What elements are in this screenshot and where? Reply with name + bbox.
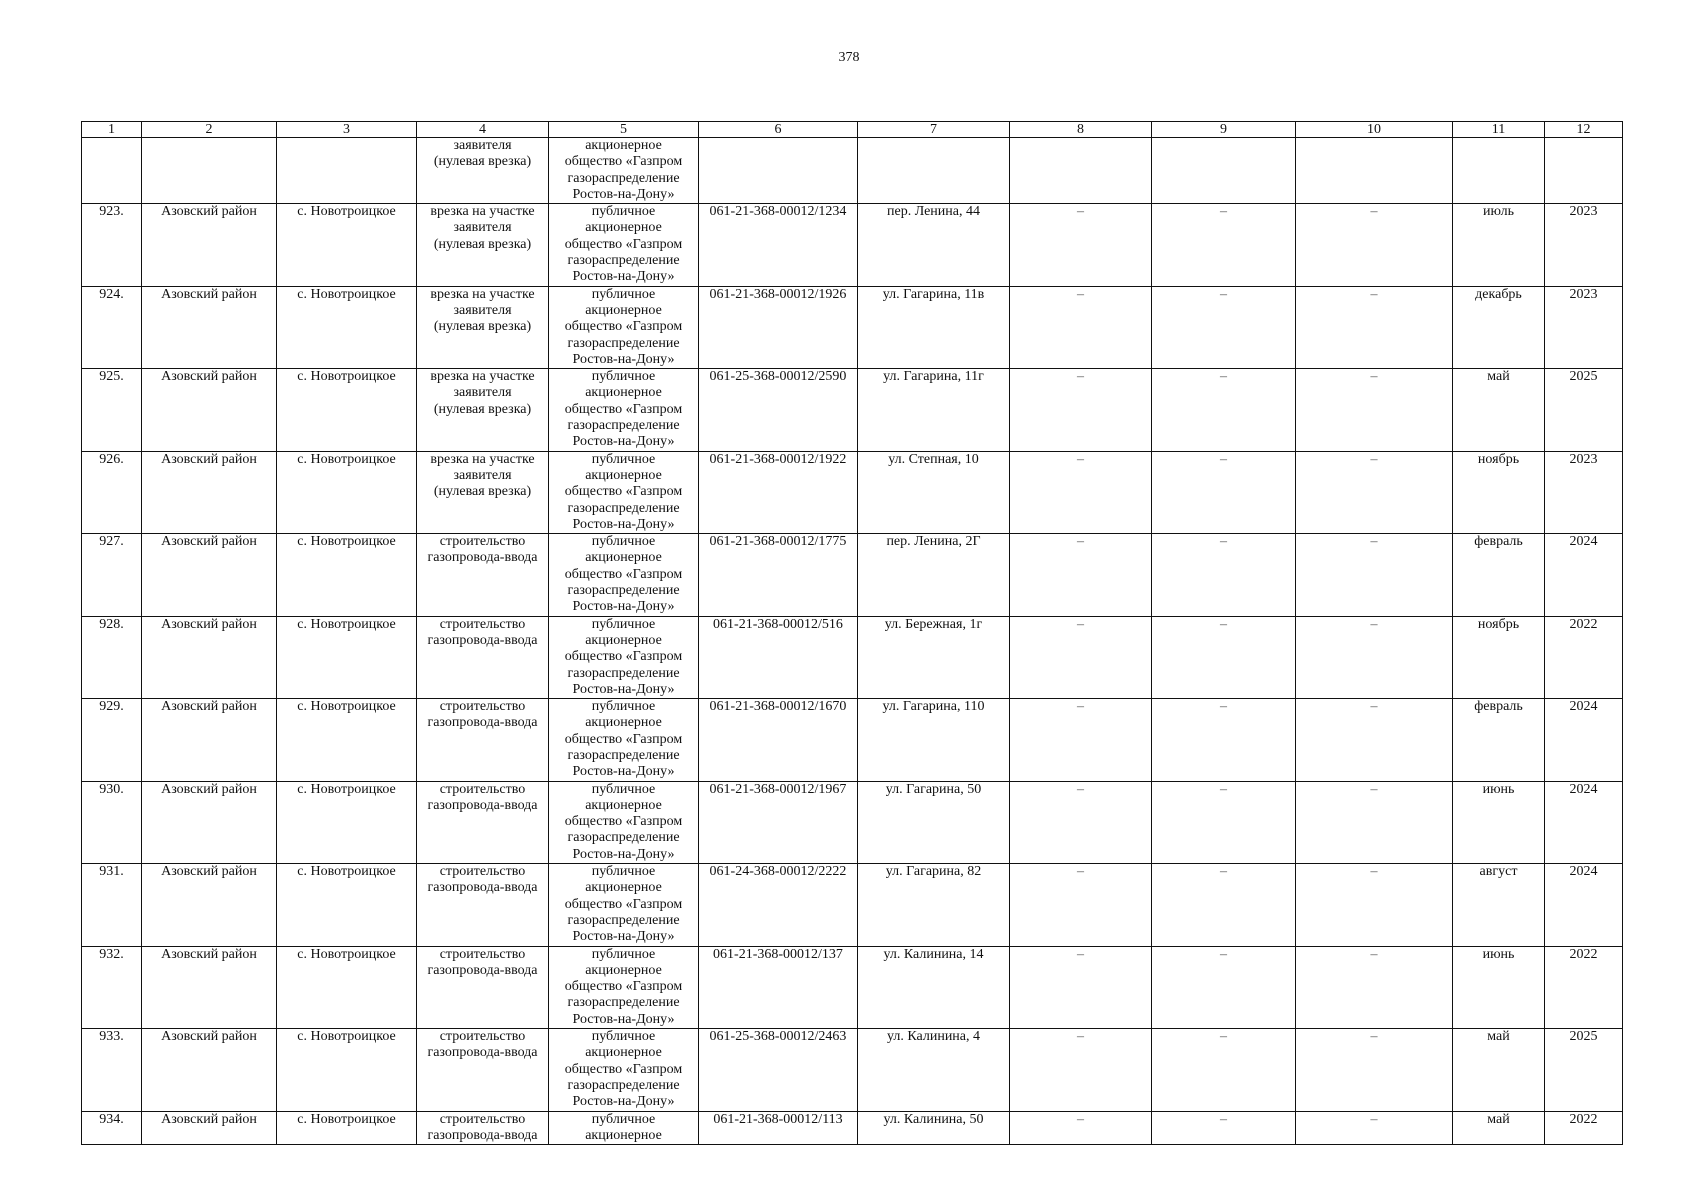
cell-district xyxy=(142,138,277,204)
column-number: 6 xyxy=(699,122,858,138)
cell-code: 061-21-368-00012/1234 xyxy=(699,204,858,286)
cell-month: февраль xyxy=(1453,534,1545,616)
cell-district: Азовский район xyxy=(142,781,277,863)
cell-num: 924. xyxy=(82,286,142,368)
cell-settlement: с. Новотроицкое xyxy=(277,1029,417,1111)
cell-col8 xyxy=(1010,138,1152,204)
cell-district: Азовский район xyxy=(142,204,277,286)
cell-address: ул. Гагарина, 82 xyxy=(858,864,1010,946)
gas-connection-registry-table xyxy=(81,121,1623,1145)
cell-num: 933. xyxy=(82,1029,142,1111)
cell-num: 927. xyxy=(82,534,142,616)
cell-settlement: с. Новотроицкое xyxy=(277,616,417,698)
cell-month: ноябрь xyxy=(1453,616,1545,698)
cell-code: 061-21-368-00012/1967 xyxy=(699,781,858,863)
cell-month xyxy=(1453,138,1545,204)
cell-col10: – xyxy=(1296,451,1453,533)
cell-address: ул. Бережная, 1г xyxy=(858,616,1010,698)
cell-num: 928. xyxy=(82,616,142,698)
cell-settlement: с. Новотроицкое xyxy=(277,864,417,946)
cell-col10: – xyxy=(1296,534,1453,616)
cell-work-type: врезка на участке заявителя (нулевая врезка) xyxy=(417,204,549,286)
cell-organization: публичное акционерное общество «Газпром газораспределение Ростов-на-Дону» xyxy=(549,204,699,286)
cell-col8: – xyxy=(1010,781,1152,863)
cell-month: декабрь xyxy=(1453,286,1545,368)
table-row xyxy=(82,946,1623,1028)
column-number: 2 xyxy=(142,122,277,138)
cell-address: ул. Калинина, 4 xyxy=(858,1029,1010,1111)
cell-address: пер. Ленина, 2Г xyxy=(858,534,1010,616)
column-number: 4 xyxy=(417,122,549,138)
cell-year: 2025 xyxy=(1545,1029,1623,1111)
cell-organization: публичное акционерное общество «Газпром газораспределение Ростов-на-Дону» xyxy=(549,451,699,533)
cell-code: 061-21-368-00012/516 xyxy=(699,616,858,698)
table-row xyxy=(82,534,1623,616)
column-number: 7 xyxy=(858,122,1010,138)
column-number: 3 xyxy=(277,122,417,138)
cell-code: 061-21-368-00012/113 xyxy=(699,1111,858,1145)
cell-year: 2023 xyxy=(1545,204,1623,286)
cell-col9: – xyxy=(1152,699,1296,781)
cell-col9: – xyxy=(1152,616,1296,698)
cell-district: Азовский район xyxy=(142,286,277,368)
cell-col8: – xyxy=(1010,1029,1152,1111)
cell-col8: – xyxy=(1010,369,1152,451)
table-row xyxy=(82,204,1623,286)
table-row xyxy=(82,864,1623,946)
cell-num: 929. xyxy=(82,699,142,781)
column-number: 12 xyxy=(1545,122,1623,138)
cell-address: ул. Гагарина, 110 xyxy=(858,699,1010,781)
cell-year: 2022 xyxy=(1545,946,1623,1028)
cell-month: май xyxy=(1453,369,1545,451)
cell-district: Азовский район xyxy=(142,616,277,698)
cell-num xyxy=(82,138,142,204)
cell-col8: – xyxy=(1010,1111,1152,1145)
cell-settlement xyxy=(277,138,417,204)
cell-code: 061-21-368-00012/1775 xyxy=(699,534,858,616)
cell-work-type: строительство газопровода-ввода xyxy=(417,864,549,946)
cell-work-type: строительство газопровода-ввода xyxy=(417,616,549,698)
column-number: 8 xyxy=(1010,122,1152,138)
cell-address: ул. Гагарина, 50 xyxy=(858,781,1010,863)
cell-year: 2024 xyxy=(1545,864,1623,946)
cell-work-type: строительство газопровода-ввода xyxy=(417,781,549,863)
table-row xyxy=(82,286,1623,368)
cell-work-type: врезка на участке заявителя (нулевая врезка) xyxy=(417,451,549,533)
cell-district: Азовский район xyxy=(142,699,277,781)
cell-code: 061-21-368-00012/137 xyxy=(699,946,858,1028)
cell-num: 930. xyxy=(82,781,142,863)
cell-num: 932. xyxy=(82,946,142,1028)
cell-col8: – xyxy=(1010,204,1152,286)
cell-col9: – xyxy=(1152,286,1296,368)
column-number-row xyxy=(82,122,1623,138)
cell-settlement: с. Новотроицкое xyxy=(277,699,417,781)
cell-col10: – xyxy=(1296,286,1453,368)
cell-col9: – xyxy=(1152,864,1296,946)
cell-col9 xyxy=(1152,138,1296,204)
cell-col10: – xyxy=(1296,1111,1453,1145)
column-number: 9 xyxy=(1152,122,1296,138)
cell-year xyxy=(1545,138,1623,204)
cell-col9: – xyxy=(1152,1111,1296,1145)
cell-col8: – xyxy=(1010,616,1152,698)
continuation-row xyxy=(82,138,1623,204)
cell-col10: – xyxy=(1296,699,1453,781)
cell-work-type: заявителя (нулевая врезка) xyxy=(417,138,549,204)
column-number: 10 xyxy=(1296,122,1453,138)
cell-year: 2024 xyxy=(1545,781,1623,863)
cell-month: февраль xyxy=(1453,699,1545,781)
cell-code: 061-21-368-00012/1922 xyxy=(699,451,858,533)
cell-year: 2024 xyxy=(1545,699,1623,781)
cell-col9: – xyxy=(1152,451,1296,533)
column-number: 5 xyxy=(549,122,699,138)
cell-year: 2023 xyxy=(1545,286,1623,368)
cell-col8: – xyxy=(1010,946,1152,1028)
table-row xyxy=(82,1029,1623,1111)
cell-district: Азовский район xyxy=(142,369,277,451)
cell-col10 xyxy=(1296,138,1453,204)
cell-col9: – xyxy=(1152,1029,1296,1111)
cell-col9: – xyxy=(1152,781,1296,863)
cell-district: Азовский район xyxy=(142,451,277,533)
cell-year: 2025 xyxy=(1545,369,1623,451)
table-row xyxy=(82,781,1623,863)
cell-address xyxy=(858,138,1010,204)
cell-col10: – xyxy=(1296,1029,1453,1111)
cell-code: 061-21-368-00012/1926 xyxy=(699,286,858,368)
cell-month: май xyxy=(1453,1029,1545,1111)
cell-col10: – xyxy=(1296,864,1453,946)
cell-month: август xyxy=(1453,864,1545,946)
cell-work-type: строительство газопровода-ввода xyxy=(417,946,549,1028)
table-body xyxy=(82,138,1623,1145)
cell-num: 926. xyxy=(82,451,142,533)
cell-address: ул. Калинина, 50 xyxy=(858,1111,1010,1145)
cell-settlement: с. Новотроицкое xyxy=(277,946,417,1028)
cell-work-type: врезка на участке заявителя (нулевая врезка) xyxy=(417,369,549,451)
cell-organization: публичное акционерное общество «Газпром газораспределение Ростов-на-Дону» xyxy=(549,286,699,368)
cell-organization: публичное акционерное общество «Газпром газораспределение Ростов-на-Дону» xyxy=(549,369,699,451)
cell-settlement: с. Новотроицкое xyxy=(277,534,417,616)
cell-work-type: строительство газопровода-ввода xyxy=(417,534,549,616)
cell-address: пер. Ленина, 44 xyxy=(858,204,1010,286)
cell-district: Азовский район xyxy=(142,864,277,946)
cell-num: 934. xyxy=(82,1111,142,1145)
cell-num: 923. xyxy=(82,204,142,286)
column-number: 1 xyxy=(82,122,142,138)
cell-organization: акционерное общество «Газпром газораспределение Ростов-на-Дону» xyxy=(549,138,699,204)
cell-code: 061-21-368-00012/1670 xyxy=(699,699,858,781)
cell-work-type: строительство газопровода-ввода xyxy=(417,699,549,781)
cell-num: 925. xyxy=(82,369,142,451)
cell-organization: публичное акционерное общество «Газпром газораспределение Ростов-на-Дону» xyxy=(549,534,699,616)
cell-work-type: врезка на участке заявителя (нулевая врезка) xyxy=(417,286,549,368)
cell-address: ул. Калинина, 14 xyxy=(858,946,1010,1028)
cell-organization: публичное акционерное общество «Газпром газораспределение Ростов-на-Дону» xyxy=(549,699,699,781)
cell-col8: – xyxy=(1010,451,1152,533)
cell-col10: – xyxy=(1296,369,1453,451)
cell-district: Азовский район xyxy=(142,534,277,616)
cell-organization: публичное акционерное общество «Газпром газораспределение Ростов-на-Дону» xyxy=(549,946,699,1028)
cell-settlement: с. Новотроицкое xyxy=(277,1111,417,1145)
cell-year: 2022 xyxy=(1545,616,1623,698)
cell-month: ноябрь xyxy=(1453,451,1545,533)
cell-col10: – xyxy=(1296,616,1453,698)
column-number: 11 xyxy=(1453,122,1545,138)
cell-work-type: строительство газопровода-ввода xyxy=(417,1111,549,1145)
cell-settlement: с. Новотроицкое xyxy=(277,204,417,286)
cell-work-type: строительство газопровода-ввода xyxy=(417,1029,549,1111)
cell-col10: – xyxy=(1296,946,1453,1028)
cell-col10: – xyxy=(1296,204,1453,286)
cell-address: ул. Степная, 10 xyxy=(858,451,1010,533)
cell-settlement: с. Новотроицкое xyxy=(277,451,417,533)
cell-organization: публичное акционерное общество «Газпром газораспределение Ростов-на-Дону» xyxy=(549,864,699,946)
cell-code xyxy=(699,138,858,204)
cell-month: июль xyxy=(1453,204,1545,286)
table-row xyxy=(82,699,1623,781)
cell-col8: – xyxy=(1010,864,1152,946)
cell-month: май xyxy=(1453,1111,1545,1145)
cell-col9: – xyxy=(1152,534,1296,616)
cell-col8: – xyxy=(1010,699,1152,781)
cell-settlement: с. Новотроицкое xyxy=(277,286,417,368)
cell-organization: публичное акционерное общество «Газпром газораспределение Ростов-на-Дону» xyxy=(549,1029,699,1111)
table-row xyxy=(82,451,1623,533)
cell-num: 931. xyxy=(82,864,142,946)
cell-month: июнь xyxy=(1453,946,1545,1028)
table-row xyxy=(82,616,1623,698)
cell-year: 2023 xyxy=(1545,451,1623,533)
cell-col10: – xyxy=(1296,781,1453,863)
cell-col8: – xyxy=(1010,286,1152,368)
table-header xyxy=(82,122,1623,138)
cell-month: июнь xyxy=(1453,781,1545,863)
cell-col8: – xyxy=(1010,534,1152,616)
cell-year: 2024 xyxy=(1545,534,1623,616)
cell-address: ул. Гагарина, 11в xyxy=(858,286,1010,368)
cell-district: Азовский район xyxy=(142,1029,277,1111)
cell-col9: – xyxy=(1152,369,1296,451)
cell-col9: – xyxy=(1152,946,1296,1028)
cell-code: 061-25-368-00012/2463 xyxy=(699,1029,858,1111)
cell-code: 061-25-368-00012/2590 xyxy=(699,369,858,451)
cell-address: ул. Гагарина, 11г xyxy=(858,369,1010,451)
page-number: 378 xyxy=(838,50,860,65)
cell-code: 061-24-368-00012/2222 xyxy=(699,864,858,946)
cell-district: Азовский район xyxy=(142,1111,277,1145)
table-row xyxy=(82,369,1623,451)
cell-organization: публичное акционерное общество «Газпром газораспределение Ростов-на-Дону» xyxy=(549,616,699,698)
cell-organization: публичное акционерное общество «Газпром газораспределение Ростов-на-Дону» xyxy=(549,781,699,863)
cell-district: Азовский район xyxy=(142,946,277,1028)
cell-settlement: с. Новотроицкое xyxy=(277,369,417,451)
cell-organization: публичное акционерное xyxy=(549,1111,699,1145)
cell-year: 2022 xyxy=(1545,1111,1623,1145)
cell-settlement: с. Новотроицкое xyxy=(277,781,417,863)
cell-col9: – xyxy=(1152,204,1296,286)
table-row xyxy=(82,1111,1623,1145)
